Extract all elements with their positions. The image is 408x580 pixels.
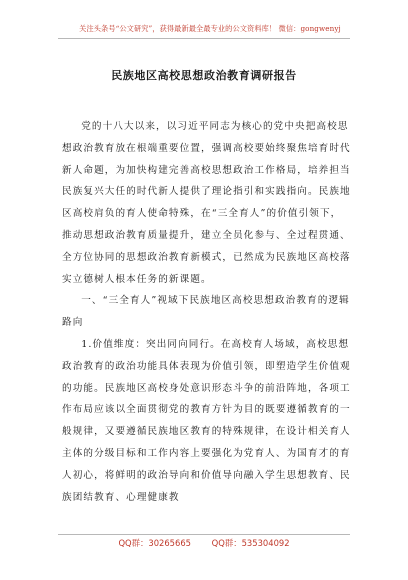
footer bbox=[0, 537, 408, 549]
paragraph-value-dimension: 1.价值维度：突出同向同行。在高校育人场域，高校思想政治教育的政治功能具体表现为价值引领，即塑造学生价值观的功能。民族地区高校身处意识形态斗争的前沿阵地，各项工作布局应该以全面贯彻党的教育方针为目的既要遵循教育的一般规律，又要遵循民族地区教育的特殊规律，在设计相关育人主体的分级目标和工作内容上要强化为党育人、为国育才的育人初心，将鲜明的政治导向和价值导向融入学生思想教育、民族团结教育、心理健康教 bbox=[62, 338, 351, 503]
footer-qq-group-2: QQ群：535304092 bbox=[211, 538, 290, 548]
section-heading: 一、“三全育人”视域下民族地区高校思想政治教育的逻辑路向 bbox=[62, 295, 350, 329]
document-body bbox=[62, 116, 352, 508]
header-banner: 关注头条号“公文研究”，获得最新最全最专业的公文资料库！ 微信：gongwenyj bbox=[79, 24, 341, 33]
header-divider bbox=[58, 38, 350, 39]
paragraph-intro: 党的十八大以来，以习近平同志为核心的党中央把高校思想政治教育放在根端重要位置，强调高校要始终聚焦培育时代新人命题，为加快构建完善高校思想政治工作格局，培养担当民族复兴大任的时代新人提供了理论指引和实践指向。民族地区高校肩负的育人使命特殊，在“三全育人”的价值引领下，推动思想政治教育质量提升，建立全员化参与、全过程贯通、全方位协同的思想政治教育新模式，已然成为民族地区高校落实立德树人根本任务的新课题。 bbox=[62, 121, 351, 285]
document-title: 民族地区高校思想政治教育调研报告 bbox=[111, 69, 297, 82]
footer-divider bbox=[58, 534, 350, 535]
footer-qq-group-1: QQ群：30265665 bbox=[118, 538, 191, 548]
